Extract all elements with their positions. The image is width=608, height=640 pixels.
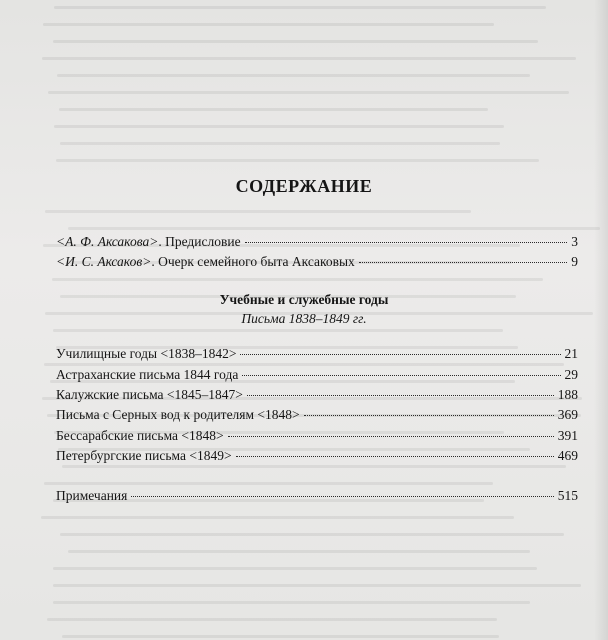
toc-entry-label: Примечания: [56, 488, 128, 503]
toc-entry-label: . Предисловие: [158, 234, 241, 249]
leader-dots: [240, 353, 560, 355]
toc-entry-label: Письма с Серных вод к родителям <1848>: [56, 407, 300, 422]
leader-dots: [228, 435, 554, 437]
show-through-line: [60, 142, 500, 145]
show-through-line: [43, 23, 494, 26]
toc-entry-label: Бессарабские письма <1848>: [56, 428, 224, 443]
show-through-line: [54, 6, 546, 9]
toc-entry-page: 3: [571, 234, 578, 249]
toc-entry-page: 515: [557, 488, 578, 503]
toc-entry-notes[interactable]: [56, 488, 578, 506]
show-through-line: [52, 278, 543, 281]
show-through-line: [59, 108, 488, 111]
toc-entry-letters-3[interactable]: [56, 387, 578, 405]
section-subheading: Письма 1838–1849 гг.: [241, 311, 367, 326]
show-through-line: [60, 533, 564, 536]
show-through-line: [68, 550, 530, 553]
show-through-line: [56, 159, 539, 162]
page-edge-shadow: [594, 0, 608, 640]
toc-entry-family-sketch[interactable]: [56, 254, 578, 272]
toc-entry-author: <А. Ф. Аксакова>: [56, 234, 159, 249]
show-through-line: [68, 227, 600, 230]
leader-dots: [245, 241, 568, 243]
toc-entry-page: 188: [557, 387, 578, 402]
show-through-line: [47, 618, 497, 621]
toc-entry-page: 469: [557, 448, 578, 463]
show-through-line: [53, 329, 503, 332]
show-through-line: [45, 210, 471, 213]
toc-entry-label: . Очерк семейного быта Аксаковых: [151, 254, 355, 269]
show-through-line: [53, 567, 537, 570]
toc-entry-label: Астраханские письма 1844 года: [56, 367, 239, 382]
leader-dots: [304, 414, 554, 416]
leader-dots: [247, 394, 554, 396]
toc-entry-letters-4[interactable]: [56, 407, 578, 425]
toc-entry-preface[interactable]: [56, 234, 578, 252]
show-through-line: [41, 516, 514, 519]
toc-entry-label: Училищные годы <1838–1842>: [56, 346, 237, 361]
show-through-line: [53, 40, 538, 43]
toc-entry-letters-6[interactable]: [56, 448, 578, 466]
show-through-line: [54, 125, 504, 128]
leader-dots: [131, 495, 553, 497]
toc-entry-label: Калужские письма <1845–1847>: [56, 387, 243, 402]
toc-entry-page: 29: [564, 367, 578, 382]
show-through-line: [62, 635, 499, 638]
show-through-line: [53, 584, 581, 587]
toc-entry-label: Петербургские письма <1849>: [56, 448, 232, 463]
page-title: СОДЕРЖАНИЕ: [235, 176, 373, 196]
leader-dots: [359, 261, 567, 263]
toc-entry-page: 391: [557, 428, 578, 443]
section-heading: Учебные и служебные годы: [219, 292, 389, 307]
toc-entry-letters-1[interactable]: [56, 346, 578, 364]
toc-entry-page: 21: [564, 346, 578, 361]
show-through-line: [44, 482, 493, 485]
show-through-line: [57, 74, 530, 77]
show-through-line: [48, 91, 569, 94]
toc-entry-letters-2[interactable]: [56, 367, 578, 385]
toc-entry-author: <И. С. Аксаков>: [56, 254, 152, 269]
leader-dots: [236, 455, 554, 457]
show-through-line: [53, 601, 530, 604]
toc-entry-letters-5[interactable]: [56, 428, 578, 446]
toc-entry-page: 9: [571, 254, 578, 269]
leader-dots: [242, 374, 560, 376]
toc-entry-page: 369: [557, 407, 578, 422]
show-through-line: [42, 57, 576, 60]
